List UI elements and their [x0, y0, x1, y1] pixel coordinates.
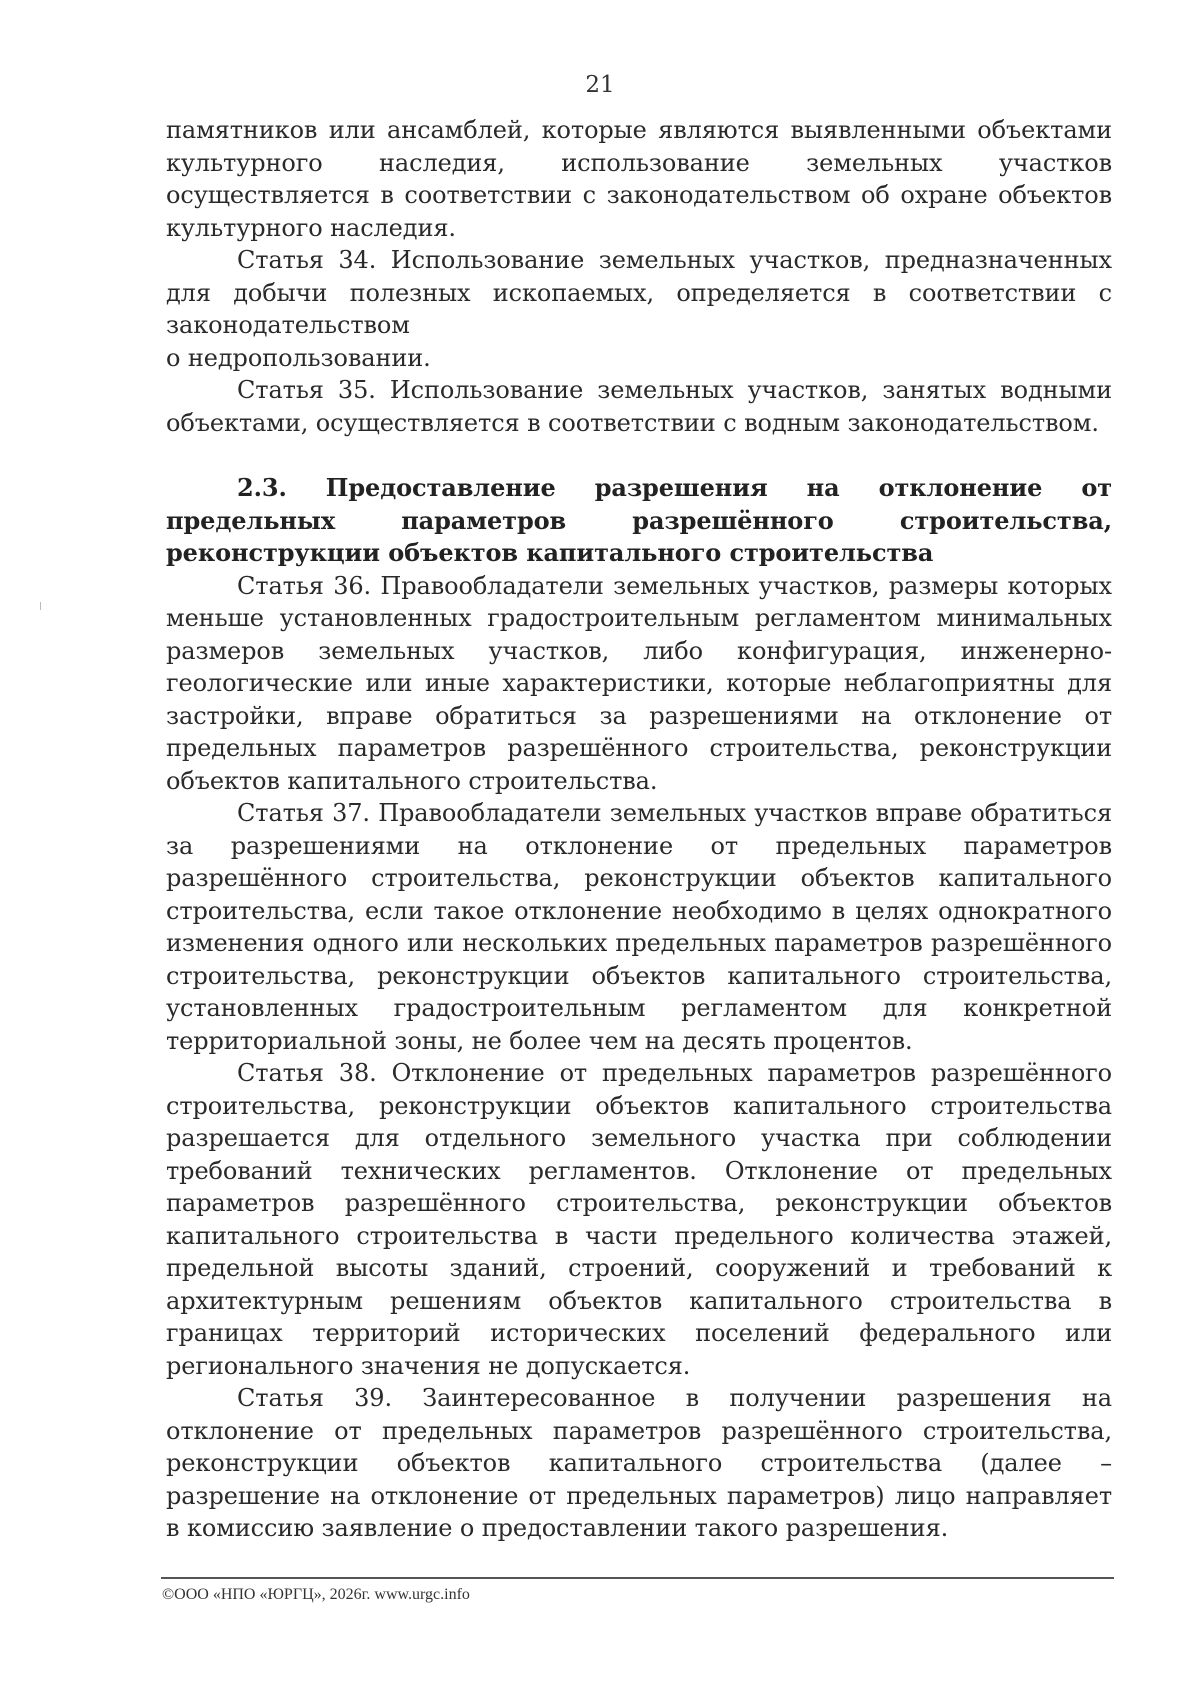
paragraph-article-36: Статья 36. Правообладатели земельных участков, размеры которых меньше установленных градостроительным регламентом минимальных размеров земельных участков, либо конфигурация, инженерно-геологические или иные характеристики, которые неблагоприятны для застройки, вправе обратиться за разрешениями на отклонение от предельных параметров разрешённого строительства, реконструкции объектов капитального строительства.: [166, 571, 1112, 795]
paragraph-article-35: Статья 35. Использование земельных участков, занятых водными объектами, осуществляется в соответствии с водным законодательством.: [166, 376, 1112, 437]
footer-divider: [161, 1577, 1114, 1579]
paragraph-continuation: памятников или ансамблей, которые являются выявленными объектами культурного наследия, использование земельных участков осуществляется в соответствии с законодательством об охране объектов культурного наследия.: [166, 116, 1112, 242]
paragraph-article-37: Статья 37. Правообладатели земельных участков вправе обратиться за разрешениями на отклонение от предельных параметров разрешённого строительства, реконструкции объектов капитального строительства, если такое отклонение необходимо в целях однократного изменения одного или нескольких предельных параметров разрешённого строительства, реконструкции объектов капитального строительства, установленных градостроительным регламентом для конкретной территориальной зоны, не более чем на десять процентов.: [166, 799, 1112, 1055]
section-heading: 2.3. Предоставление разрешения на отклонение от предельных параметров разрешённого строительства, реконструкции объектов капитального строительства: [166, 473, 1112, 567]
paragraph-article-34: Статья 34. Использование земельных участков, предназначенных для добычи полезных ископаемых, определяется в соответствии с законодательством: [166, 246, 1112, 339]
paragraph-article-34-end: о недропользовании.: [166, 343, 431, 372]
paragraph-article-39: Статья 39. Заинтересованное в получении разрешения на отклонение от предельных параметров разрешённого строительства, реконструкции объектов капитального строительства (далее – разрешение на отклонение от предельных параметров) лицо направляет в комиссию заявление о предоставлении такого разрешения.: [166, 1384, 1112, 1542]
footer-copyright: ©ООО «НПО «ЮРГЦ», 2026г. www.urgc.info: [162, 1586, 470, 1603]
scan-mark: [40, 602, 41, 610]
paragraph-article-38: Статья 38. Отклонение от предельных параметров разрешённого строительства, реконструкции объектов капитального строительства разрешается для отдельного земельного участка при соблюдении требований технических регламентов. Отклонение от предельных параметров разрешённого строительства, реконструкции объектов капитального строительства в части предельного количества этажей, предельной высоты зданий, строений, сооружений и требований к архитектурным решениям объектов капитального строительства в границах территорий исторических поселений федерального или регионального значения не допускается.: [166, 1059, 1112, 1380]
document-body: [166, 114, 1112, 1545]
page-number: 21: [585, 72, 615, 98]
